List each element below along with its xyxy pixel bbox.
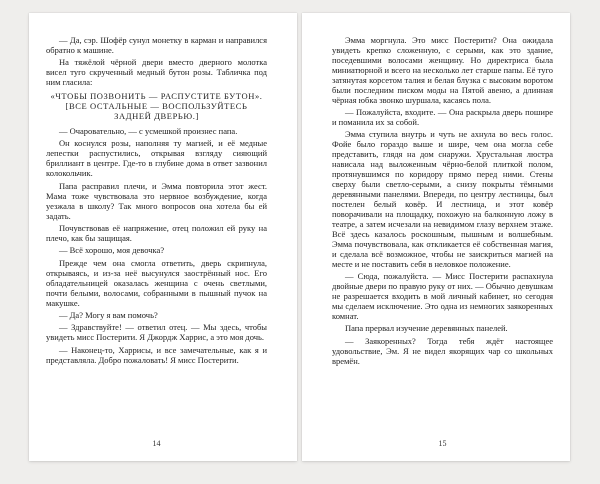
book-spread	[29, 13, 571, 461]
paragraph: — Пожалуйста, входите. — Она раскрыла дверь пошире и поманила их за собой.	[332, 107, 553, 127]
paragraph: — Заякоренных? Тогда тебя ждёт настоящее удовольствие, Эм. Я не видел якорящих чар со школьных времён.	[332, 335, 553, 366]
paragraph: — Всё хорошо, моя девочка?	[59, 245, 165, 256]
paragraph: Эмма моргнула. Это мисс Постерити? Она ожидала увидеть крепко сложенную, с серыми, как это здание, поседевшими волосами женщину. Но директриса была миниатюрной и всего на несколько лет старше папы. Её туго затянутая корсетом талия и белая блузка с высоким воротом были последним писком моды на Пятой авеню, а длинная чёрная юбка звонко шуршала, касаясь пола.	[332, 35, 553, 105]
paragraph: На тяжёлой чёрной двери вместо дверного молотка висел туго скрученный медный бутон розы. Табличка под ним гласила:	[46, 57, 267, 88]
paragraph: Прежде чем она смогла ответить, дверь скрипнула, открываясь, и из-за неё высунулся заострённый нос. Его обладательницей оказалась женщина с очень светлыми, почти белыми, волосами, собранными в пышный пучок на макушке.	[46, 257, 267, 308]
page-number-right: 15	[438, 439, 447, 448]
paragraph: — Здравствуйте! — ответил отец. — Мы здесь, чтобы увидеть мисс Постерити. Я Джордж Харрис, а это моя дочь.	[46, 322, 267, 343]
page-number-left: 14	[152, 439, 161, 448]
paragraph: — Наконец-то, Харрисы, и все замечательные, как я и представляла. Добро пожаловать! Я мисс Постерити.	[46, 344, 267, 365]
page-right-text	[332, 36, 553, 367]
paragraph: — Да, сэр. Шофёр сунул монетку в карман и направился обратно к машине.	[46, 35, 267, 55]
paragraph: — Да? Могу я вам помочь?	[59, 309, 158, 320]
paragraph: Папа расправил плечи, и Эмма повторила этот жест. Мама тоже чувствовала это нервное возбуждение, когда уезжала в школу? Так много вопросов она хотела бы ей задать.	[46, 180, 267, 221]
paragraph: Почувствовав её напряжение, отец положил ей руку на плечо, как бы защищая.	[46, 222, 267, 243]
paragraph: — Очаровательно, — с усмешкой произнес папа.	[59, 126, 238, 136]
paragraph: Папа прервал изучение деревянных панелей.	[345, 323, 508, 334]
page-left-text	[46, 36, 267, 366]
paragraph: Эмма ступила внутрь и чуть не ахнула во весь голос. Фойе было гораздо выше и шире, чем она могла себе представить, глядя на дом снаружи. Хрустальная люстра нависала над выложенным чёрно-белой плиткой полом, протянувшимся по коридору прямо перед ними. Стены сверху были светло-серыми, а снизу покрыты тёмными деревянными панелями. Впереди, по центру лестницы, был постелен белый ковёр. И лестница, и этот ковёр поворачивали на площадку, похожую на балконную ложу в театре, а затем исчезали на невидимом глазу верхнем этаже. Всё здесь казалось роскошным, пышным и волшебным. Эмма почувствовала, как откликается её собственная магия, и сделала всё возможное, чтобы не заискриться магией на месте и не поставить себя в неловкое положение.	[332, 129, 553, 269]
page-right	[302, 13, 570, 461]
door-sign-text: «ЧТОБЫ ПОЗВОНИТЬ — РАСПУСТИТЕ БУТОН». [ВСЕ ОСТАЛЬНЫЕ — ВОСПОЛЬЗУЙТЕСЬ ЗАДНЕЙ ДВЕРЬЮ.]	[50, 91, 263, 122]
paragraph: Он коснулся розы, наполняя ту магией, и её медные лепестки распустились, открывая взгляду сияющий бриллиант в центре. Где-то в глубине дома в ответ зазвонил колокольчик.	[46, 138, 267, 179]
page-left	[29, 13, 297, 461]
paragraph: — Сюда, пожалуйста. — Мисс Постерити распахнула двойные двери по правую руку от них. — Обычно девушкам не разрешается входить в мой личный кабинет, но сегодня мы сделаем исключение. Это одна из немногих заякоренных комнат.	[332, 271, 553, 321]
